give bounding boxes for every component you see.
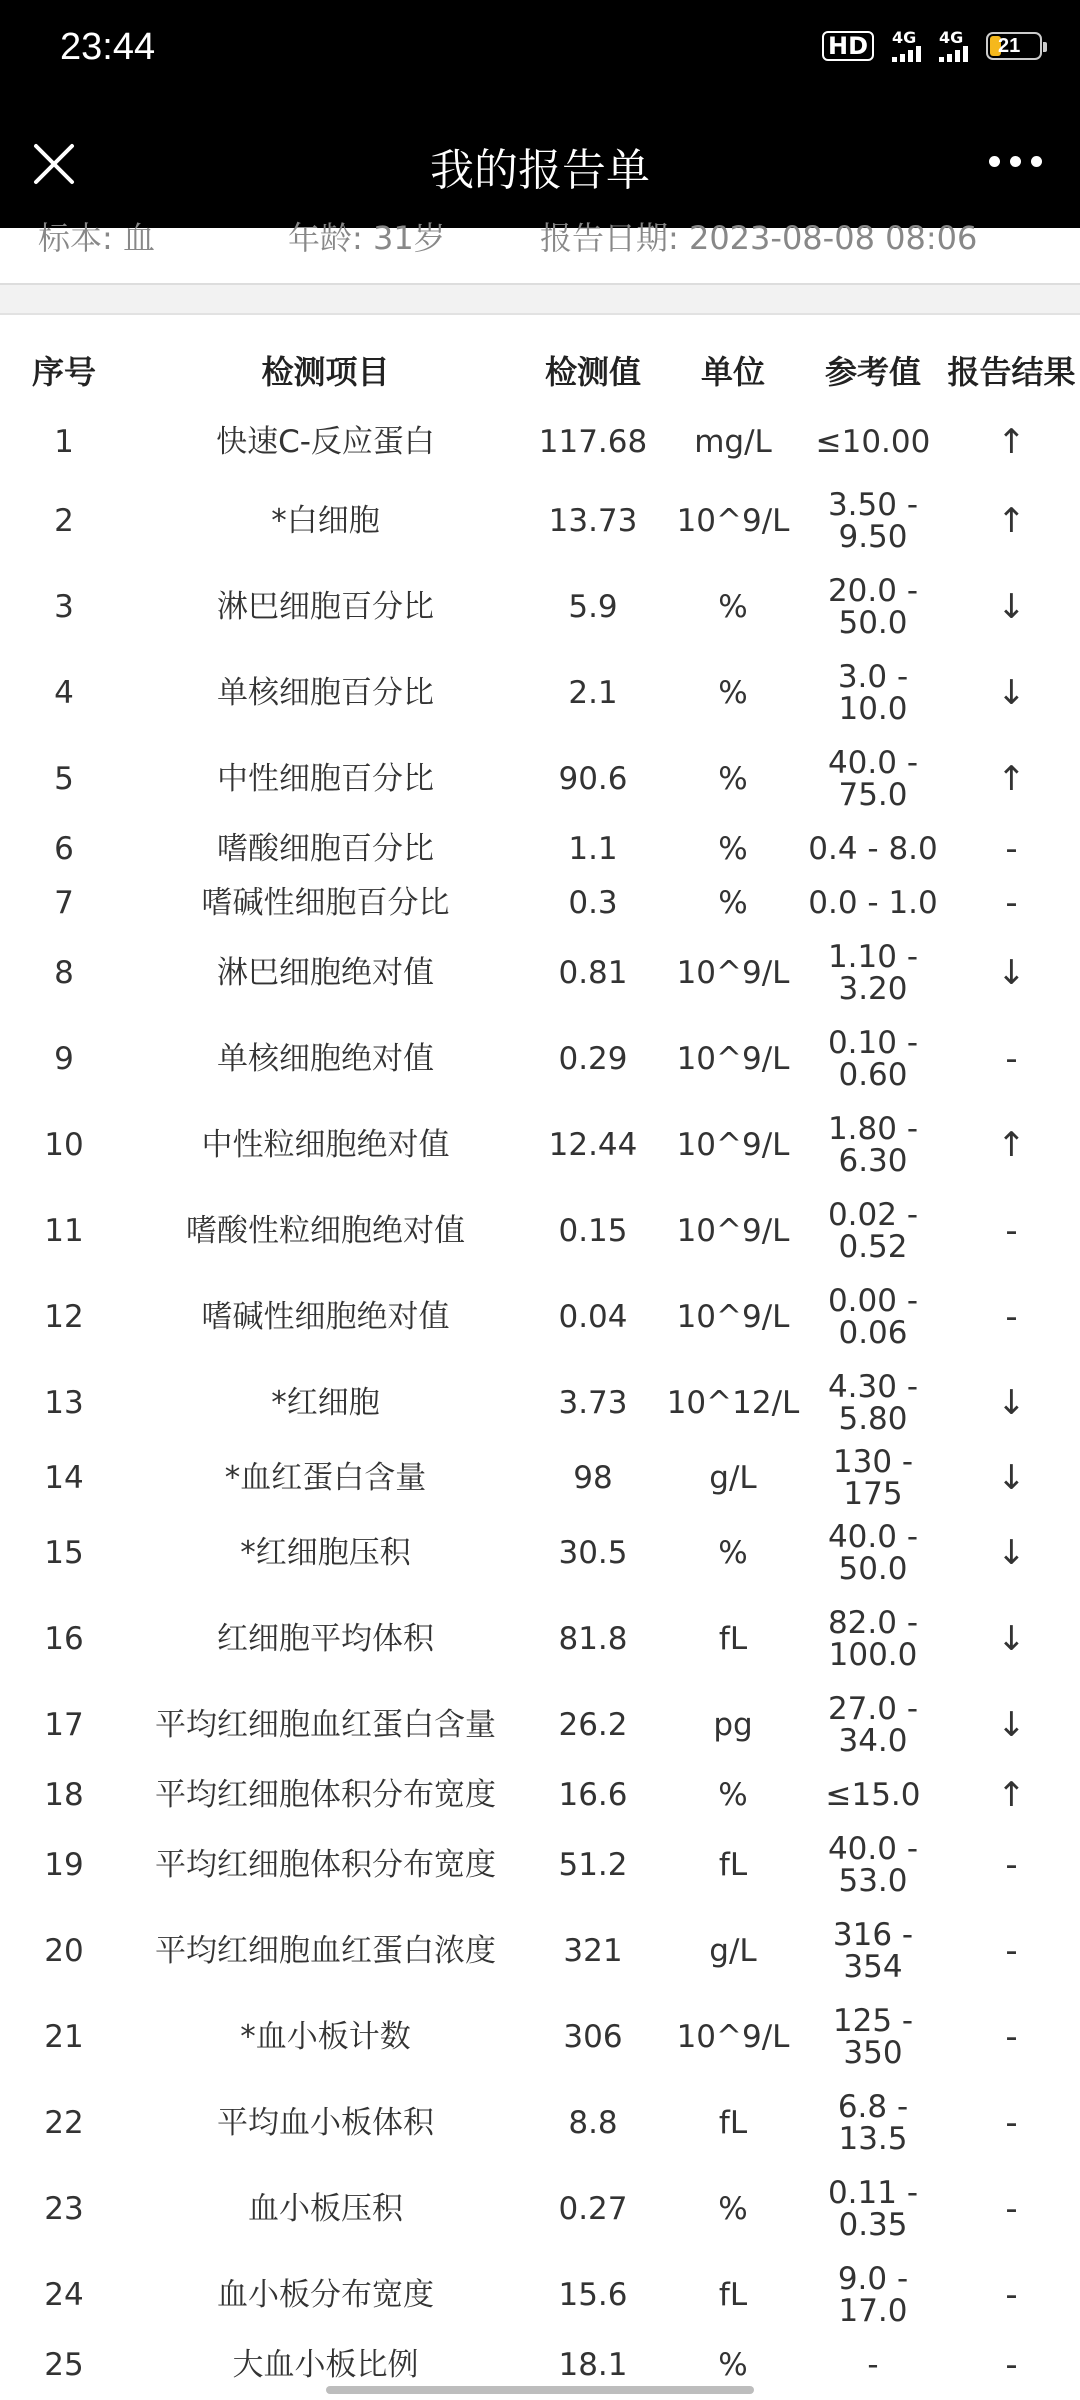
- table-row: [0, 876, 1080, 930]
- cell-unit: 10^9/L: [676, 503, 790, 539]
- cell-unit: %: [718, 589, 748, 625]
- reference-line: 0.60: [838, 1057, 908, 1093]
- reference-line: 50.0: [838, 605, 908, 641]
- cell-value: 306: [563, 2019, 623, 2055]
- cell-no: 21: [44, 2019, 84, 2055]
- table-row: [0, 1682, 1080, 1768]
- sim2-network-label: 4G: [939, 28, 964, 47]
- cell-unit: pg: [713, 1707, 753, 1743]
- reference-line: 34.0: [838, 1723, 908, 1759]
- reference-line: 9.0 -: [837, 2261, 909, 2297]
- cell-unit: fL: [718, 2105, 748, 2141]
- report-date-label: 报告日期: 2023-08-08 08:06: [540, 219, 978, 257]
- page-title: 我的报告单: [430, 145, 650, 196]
- cell-unit: %: [718, 1777, 748, 1813]
- cell-reference: [803, 564, 943, 650]
- cell-result: -: [1005, 829, 1018, 869]
- cell-unit: fL: [718, 1847, 748, 1883]
- cell-result: -: [1005, 2017, 1018, 2057]
- battery-level: 21: [998, 35, 1021, 57]
- cell-no: 13: [44, 1385, 84, 1421]
- reference-line: 53.0: [838, 1863, 908, 1899]
- table-row: [0, 1102, 1080, 1188]
- cell-item: *白细胞: [271, 503, 380, 539]
- table-row: [0, 1188, 1080, 1274]
- cell-reference: [803, 1908, 943, 1994]
- cell-item: 平均红细胞体积分布宽度: [155, 1777, 496, 1813]
- cell-value: 51.2: [558, 1847, 628, 1883]
- reference-line: 0.4 - 8.0: [808, 831, 938, 867]
- table-header-row: [0, 334, 1080, 406]
- cell-value: 18.1: [558, 2347, 628, 2383]
- cell-reference: [803, 1510, 943, 1596]
- report-table: [0, 334, 1080, 2392]
- cell-no: 6: [54, 831, 74, 867]
- cell-unit: %: [718, 761, 748, 797]
- cell-item: *血红蛋白含量: [224, 1460, 427, 1496]
- cell-result: ↓: [997, 953, 1026, 993]
- table-row: [0, 650, 1080, 736]
- reference-line: 316 -: [832, 1917, 914, 1953]
- signal-icon-sim2: [939, 30, 968, 62]
- reference-line: 13.5: [838, 2121, 908, 2157]
- table-row: [0, 930, 1080, 1016]
- cell-no: 14: [44, 1460, 84, 1496]
- hd-icon: HD: [822, 31, 874, 61]
- cell-value: 3.73: [558, 1385, 628, 1421]
- reference-line: 4.30 -: [827, 1369, 919, 1405]
- cell-item: 快速C-反应蛋白: [216, 424, 435, 460]
- cell-result: ↑: [997, 759, 1026, 799]
- table-row: [0, 406, 1080, 478]
- header-unit: 单位: [700, 353, 765, 391]
- status-bar: [0, 0, 1080, 100]
- table-row: [0, 2338, 1080, 2392]
- cell-no: 24: [44, 2277, 84, 2313]
- cell-reference: [803, 478, 943, 564]
- table-row: [0, 2080, 1080, 2166]
- cell-value: 12.44: [548, 1127, 638, 1163]
- cell-item: 中性细胞百分比: [217, 761, 434, 797]
- reference-line: 82.0 -: [827, 1605, 919, 1641]
- cell-result: ↑: [997, 1125, 1026, 1165]
- header-no: 序号: [31, 353, 96, 391]
- cell-result: ↑: [997, 501, 1026, 541]
- cell-value: 0.3: [568, 885, 618, 921]
- reference-line: 40.0 -: [827, 1831, 919, 1867]
- cell-result: -: [1005, 2345, 1018, 2385]
- cell-no: 18: [44, 1777, 84, 1813]
- cell-item: 中性粒细胞绝对值: [201, 1127, 450, 1163]
- reference-line: 0.10 -: [827, 1025, 919, 1061]
- cell-no: 11: [44, 1213, 84, 1249]
- cell-unit: 10^9/L: [676, 1299, 790, 1335]
- cell-item: 平均血小板体积: [217, 2105, 434, 2141]
- reference-line: -: [867, 2347, 879, 2383]
- cell-unit: %: [718, 2347, 748, 2383]
- cell-no: 12: [44, 1299, 84, 1335]
- cell-item: *血小板计数: [240, 2019, 411, 2055]
- age-label: 年龄: 31岁: [288, 219, 446, 257]
- cell-value: 1.1: [568, 831, 618, 867]
- cell-value: 0.29: [558, 1041, 628, 1077]
- cell-result: -: [1005, 883, 1018, 923]
- specimen-label: 标本: 血: [38, 219, 155, 257]
- reference-line: 40.0 -: [827, 1519, 919, 1555]
- reference-line: 125 -: [832, 2003, 914, 2039]
- report-info: [0, 215, 1080, 260]
- table-row: [0, 1016, 1080, 1102]
- cell-no: 16: [44, 1621, 84, 1657]
- cell-reference: [803, 1016, 943, 1102]
- cell-reference: [803, 1360, 943, 1446]
- cell-item: 血小板压积: [248, 2191, 403, 2227]
- cell-value: 0.81: [558, 955, 628, 991]
- cell-result: ↓: [997, 673, 1026, 713]
- reference-line: 0.11 -: [827, 2175, 919, 2211]
- cell-item: 单核细胞绝对值: [217, 1041, 434, 1077]
- cell-result: -: [1005, 1039, 1018, 1079]
- cell-reference: [803, 1822, 943, 1908]
- more-button[interactable]: [989, 156, 1042, 167]
- cell-unit: %: [718, 2191, 748, 2227]
- cell-result: ↑: [997, 1775, 1026, 1815]
- cell-reference: [803, 736, 943, 822]
- cell-value: 5.9: [568, 589, 618, 625]
- reference-line: 17.0: [838, 2293, 908, 2329]
- header-value: 检测值: [544, 353, 641, 391]
- cell-reference: [803, 2166, 943, 2252]
- cell-no: 25: [44, 2347, 84, 2383]
- reference-line: 6.30: [838, 1143, 908, 1179]
- cell-result: -: [1005, 1211, 1018, 1251]
- cell-result: ↓: [997, 1619, 1026, 1659]
- cell-unit: g/L: [709, 1933, 757, 1969]
- cell-result: -: [1005, 2275, 1018, 2315]
- table-row: [0, 2252, 1080, 2338]
- cell-unit: mg/L: [694, 424, 772, 460]
- reference-line: 40.0 -: [827, 745, 919, 781]
- table-row: [0, 1994, 1080, 2080]
- reference-line: 5.80: [838, 1401, 908, 1437]
- cell-unit: 10^9/L: [676, 2019, 790, 2055]
- cell-item: 平均红细胞血红蛋白浓度: [155, 1933, 496, 1969]
- home-indicator[interactable]: [326, 2386, 754, 2394]
- cell-result: -: [1005, 1931, 1018, 1971]
- cell-no: 22: [44, 2105, 84, 2141]
- reference-line: 0.52: [838, 1229, 908, 1265]
- reference-line: 9.50: [838, 519, 908, 555]
- cell-item: 大血小板比例: [232, 2347, 419, 2383]
- cell-no: 19: [44, 1847, 84, 1883]
- section-gap: [0, 285, 1080, 315]
- cell-item: 淋巴细胞百分比: [217, 589, 434, 625]
- header-item: 检测项目: [261, 353, 390, 391]
- cell-no: 3: [54, 589, 74, 625]
- table-row: [0, 2166, 1080, 2252]
- cell-value: 26.2: [558, 1707, 628, 1743]
- cell-reference: [803, 650, 943, 736]
- reference-line: 350: [843, 2035, 903, 2071]
- cell-item: 嗜碱性细胞百分比: [201, 885, 450, 921]
- cell-no: 9: [54, 1041, 74, 1077]
- header-reference: 参考值: [824, 353, 921, 391]
- cell-reference: [803, 1446, 943, 1510]
- reference-line: 3.50 -: [827, 487, 919, 523]
- cell-no: 2: [54, 503, 74, 539]
- reference-line: 1.80 -: [827, 1111, 919, 1147]
- cell-item: *红细胞压积: [240, 1535, 411, 1571]
- reference-line: 27.0 -: [827, 1691, 919, 1727]
- cell-unit: g/L: [709, 1460, 757, 1496]
- cell-no: 23: [44, 2191, 84, 2227]
- table-row: [0, 1908, 1080, 1994]
- cell-unit: %: [718, 1535, 748, 1571]
- cell-reference: [803, 1188, 943, 1274]
- table-row: [0, 1360, 1080, 1446]
- cell-reference: [803, 2338, 943, 2392]
- title-bar: [0, 100, 1080, 228]
- reference-line: 354: [843, 1949, 903, 1985]
- cell-reference: [803, 2252, 943, 2338]
- cell-result: -: [1005, 1297, 1018, 1337]
- reference-line: 0.02 -: [827, 1197, 919, 1233]
- cell-reference: [803, 1274, 943, 1360]
- cell-reference: [803, 2080, 943, 2166]
- cell-unit: fL: [718, 1621, 748, 1657]
- status-icons: [822, 30, 1042, 62]
- table-row: [0, 1446, 1080, 1510]
- cell-value: 16.6: [558, 1777, 628, 1813]
- table-row: [0, 1510, 1080, 1596]
- reference-line: 0.35: [838, 2207, 908, 2243]
- cell-reference: [803, 822, 943, 876]
- cell-reference: [803, 930, 943, 1016]
- cell-item: 单核细胞百分比: [217, 675, 434, 711]
- cell-value: 30.5: [558, 1535, 628, 1571]
- signal-icon-sim1: [892, 30, 921, 62]
- cell-item: 平均红细胞体积分布宽度: [155, 1847, 496, 1883]
- cell-unit: %: [718, 675, 748, 711]
- cell-reference: [803, 406, 943, 478]
- cell-result: ↑: [997, 422, 1026, 462]
- cell-unit: 10^9/L: [676, 1127, 790, 1163]
- reference-line: 3.0 -: [837, 659, 909, 695]
- cell-result: ↓: [997, 1458, 1026, 1498]
- cell-value: 0.27: [558, 2191, 628, 2227]
- reference-line: 75.0: [838, 777, 908, 813]
- cell-no: 15: [44, 1535, 84, 1571]
- cell-value: 81.8: [558, 1621, 628, 1657]
- reference-line: ≤15.0: [825, 1777, 921, 1813]
- cell-no: 8: [54, 955, 74, 991]
- cell-result: -: [1005, 2103, 1018, 2143]
- reference-line: 100.0: [828, 1637, 918, 1673]
- table-row: [0, 736, 1080, 822]
- table-row: [0, 564, 1080, 650]
- cell-result: ↓: [997, 1533, 1026, 1573]
- cell-no: 20: [44, 1933, 84, 1969]
- cell-result: ↓: [997, 1383, 1026, 1423]
- cell-item: 嗜酸细胞百分比: [217, 831, 434, 867]
- table-row: [0, 1768, 1080, 1822]
- cell-value: 15.6: [558, 2277, 628, 2313]
- reference-line: 20.0 -: [827, 573, 919, 609]
- sim1-network-label: 4G: [892, 28, 917, 47]
- cell-item: 嗜碱性细胞绝对值: [201, 1299, 450, 1335]
- cell-reference: [803, 1994, 943, 2080]
- cell-result: ↓: [997, 587, 1026, 627]
- cell-value: 13.73: [548, 503, 638, 539]
- cell-value: 90.6: [558, 761, 628, 797]
- cell-unit: %: [718, 831, 748, 867]
- cell-unit: 10^12/L: [666, 1385, 800, 1421]
- cell-value: 98: [573, 1460, 613, 1496]
- reference-line: 1.10 -: [827, 939, 919, 975]
- reference-line: 3.20: [838, 971, 908, 1007]
- reference-line: 130 - 175: [832, 1444, 914, 1512]
- cell-item: 红细胞平均体积: [217, 1621, 434, 1657]
- cell-reference: [803, 876, 943, 930]
- status-time: 23:44: [60, 26, 156, 68]
- cell-value: 117.68: [538, 424, 648, 460]
- reference-line: 0.06: [838, 1315, 908, 1351]
- cell-value: 2.1: [568, 675, 618, 711]
- cell-value: 0.04: [558, 1299, 628, 1335]
- cell-item: 淋巴细胞绝对值: [217, 955, 434, 991]
- cell-no: 10: [44, 1127, 84, 1163]
- cell-reference: [803, 1102, 943, 1188]
- table-row: [0, 478, 1080, 564]
- cell-no: 1: [54, 424, 74, 460]
- table-row: [0, 1822, 1080, 1908]
- cell-reference: [803, 1768, 943, 1822]
- cell-result: ↓: [997, 1705, 1026, 1745]
- cell-value: 321: [563, 1933, 623, 1969]
- reference-line: 6.8 -: [837, 2089, 909, 2125]
- cell-no: 17: [44, 1707, 84, 1743]
- cell-result: -: [1005, 2189, 1018, 2229]
- more-icon: [989, 156, 1000, 167]
- cell-unit: 10^9/L: [676, 1041, 790, 1077]
- cell-unit: 10^9/L: [676, 955, 790, 991]
- cell-result: -: [1005, 1845, 1018, 1885]
- cell-no: 7: [54, 885, 74, 921]
- reference-line: ≤10.00: [815, 424, 931, 460]
- cell-item: 平均红细胞血红蛋白含量: [155, 1707, 496, 1743]
- cell-item: 血小板分布宽度: [217, 2277, 434, 2313]
- reference-line: 0.00 -: [827, 1283, 919, 1319]
- reference-line: 50.0: [838, 1551, 908, 1587]
- cell-reference: [803, 1596, 943, 1682]
- cell-unit: 10^9/L: [676, 1213, 790, 1249]
- table-row: [0, 1274, 1080, 1360]
- cell-reference: [803, 1682, 943, 1768]
- reference-line: 10.0: [838, 691, 908, 727]
- cell-item: 嗜酸性粒细胞绝对值: [186, 1213, 465, 1249]
- battery-icon: [986, 32, 1042, 60]
- table-row: [0, 822, 1080, 876]
- header-result: 报告结果: [947, 353, 1076, 391]
- cell-unit: fL: [718, 2277, 748, 2313]
- reference-line: 0.0 - 1.0: [808, 885, 938, 921]
- cell-value: 0.15: [558, 1213, 628, 1249]
- cell-value: 8.8: [568, 2105, 618, 2141]
- cell-unit: %: [718, 885, 748, 921]
- cell-no: 5: [54, 761, 74, 797]
- cell-item: *红细胞: [271, 1385, 380, 1421]
- cell-no: 4: [54, 675, 74, 711]
- table-row: [0, 1596, 1080, 1682]
